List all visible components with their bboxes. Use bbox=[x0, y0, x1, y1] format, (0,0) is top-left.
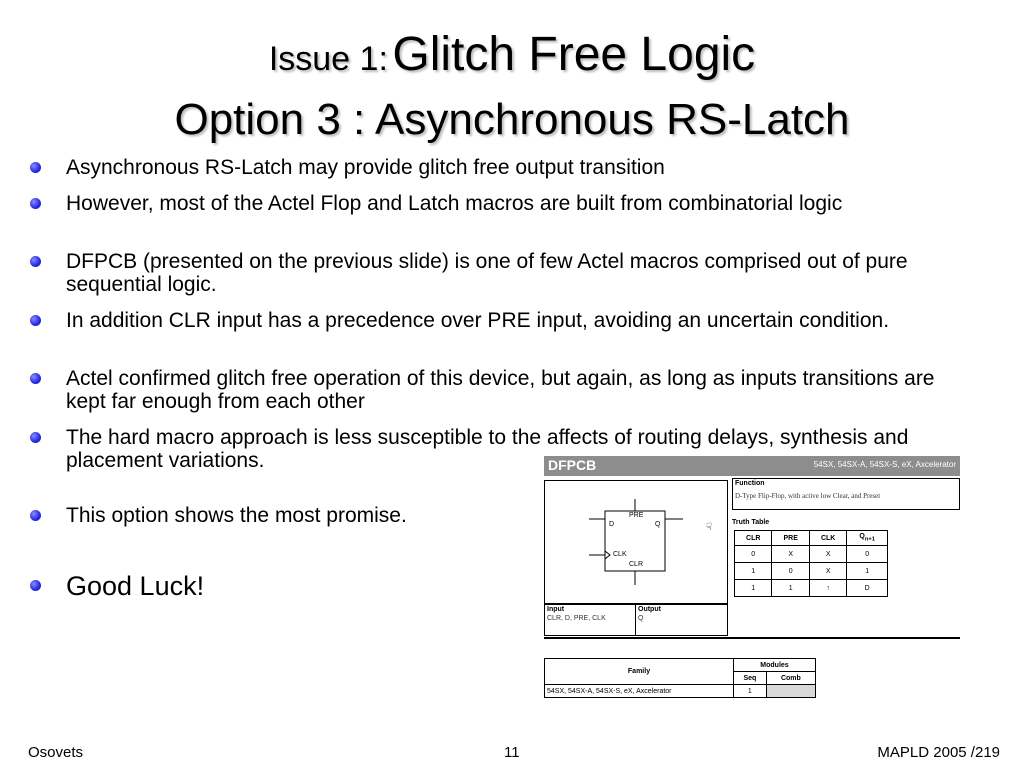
table-row: 0 X X 0 bbox=[735, 546, 888, 563]
comb-header: Comb bbox=[766, 672, 815, 685]
family-header: Family bbox=[545, 659, 734, 685]
bullet-dot-icon bbox=[30, 198, 41, 209]
bullet-dot-icon bbox=[30, 373, 41, 384]
seq-header: Seq bbox=[734, 672, 767, 685]
title-main: Glitch Free Logic bbox=[392, 28, 756, 81]
function-box bbox=[732, 478, 960, 510]
output-label: Output bbox=[638, 606, 661, 613]
bullet-dot-icon bbox=[30, 432, 41, 443]
input-text: CLR, D, PRE, CLK bbox=[547, 615, 606, 622]
function-label: Function bbox=[735, 480, 765, 487]
symbol-q-label: Q bbox=[655, 521, 661, 528]
slide-title bbox=[0, 26, 1024, 145]
bullet-item: However, most of the Actel Flop and Latch macros are built from combinatorial logic bbox=[28, 192, 968, 215]
truth-table-header: CLR bbox=[735, 531, 772, 546]
footer-conference: MAPLD 2005 /219 bbox=[877, 744, 1000, 761]
table-row: 1 1 ↑ D bbox=[735, 580, 888, 597]
truth-table-label: Truth Table bbox=[732, 519, 770, 526]
input-label: Input bbox=[547, 606, 565, 613]
family-table bbox=[544, 658, 816, 698]
device-list: 54SX, 54SX-A, 54SX-S, eX, Axcelerator bbox=[813, 460, 956, 469]
flip-flop-symbol bbox=[545, 481, 727, 603]
dfpcb-datasheet-figure bbox=[544, 456, 960, 704]
family-row-seq: 1 bbox=[734, 685, 767, 698]
truth-table-header: PRE bbox=[772, 531, 809, 546]
bullet-item: The hard macro approach is less susceptible to the affects of routing delays, synthesis and placement variations. bbox=[28, 426, 968, 472]
title-prefix: Issue 1: bbox=[268, 40, 388, 78]
table-row: 1 0 X 1 bbox=[735, 563, 888, 580]
symbol-clk-label: CLK bbox=[613, 551, 627, 558]
symbol-pre-label: PRE bbox=[629, 512, 644, 519]
title-line-1 bbox=[0, 26, 1024, 95]
table-row bbox=[545, 685, 816, 698]
footer-author: Osovets bbox=[28, 744, 84, 761]
bullet-dot-icon bbox=[30, 162, 41, 173]
datasheet-header bbox=[544, 456, 960, 476]
bullet-dot-icon bbox=[30, 256, 41, 267]
table-row bbox=[545, 659, 816, 672]
truth-table-header: CLK bbox=[809, 531, 846, 546]
bullet-dot-icon bbox=[30, 580, 41, 591]
title-line-2: Option 3 : Asynchronous RS-Latch bbox=[174, 95, 850, 144]
bullet-item: In addition CLR input has a precedence over PRE input, avoiding an uncertain condition. bbox=[28, 309, 968, 332]
truth-table-header: $Q_{n+1}$ bbox=[847, 531, 888, 546]
output-box bbox=[635, 604, 728, 636]
family-row-comb bbox=[766, 685, 815, 698]
modules-header: Modules bbox=[734, 659, 816, 672]
bullet-dot-icon bbox=[30, 315, 41, 326]
bullet-item: DFPCB (presented on the previous slide) is one of few Actel macros comprised out of pure sequential logic. bbox=[28, 250, 968, 296]
bullet-item: This option shows the most promise. bbox=[28, 504, 968, 527]
divider bbox=[544, 637, 960, 639]
input-box bbox=[544, 604, 636, 636]
footer-page-number: 11 bbox=[504, 744, 520, 761]
truth-table bbox=[734, 530, 888, 597]
symbol-clr-label: CLR bbox=[629, 561, 644, 568]
truth-table-header-row bbox=[735, 531, 888, 546]
output-text: Q bbox=[638, 615, 644, 622]
bullet-dot-icon bbox=[30, 510, 41, 521]
family-row-name: 54SX, 54SX-A, 54SX-S, eX, Axcelerator bbox=[545, 685, 734, 698]
bullet-item: Asynchronous RS-Latch may provide glitch free output transition bbox=[28, 156, 968, 179]
symbol-d-label: D bbox=[609, 521, 615, 528]
bullet-item: Good Luck! bbox=[28, 571, 968, 601]
function-text: D-Type Flip-Flop, with active low Clear, and Preset bbox=[735, 492, 881, 500]
hand-cursor-icon: ☟ bbox=[706, 522, 713, 533]
symbol-box bbox=[544, 480, 728, 604]
bullet-item: Actel confirmed glitch free operation of this device, but again, as long as inputs transitions are kept far enough from each other bbox=[28, 367, 968, 413]
macro-name: DFPCB bbox=[548, 457, 597, 473]
